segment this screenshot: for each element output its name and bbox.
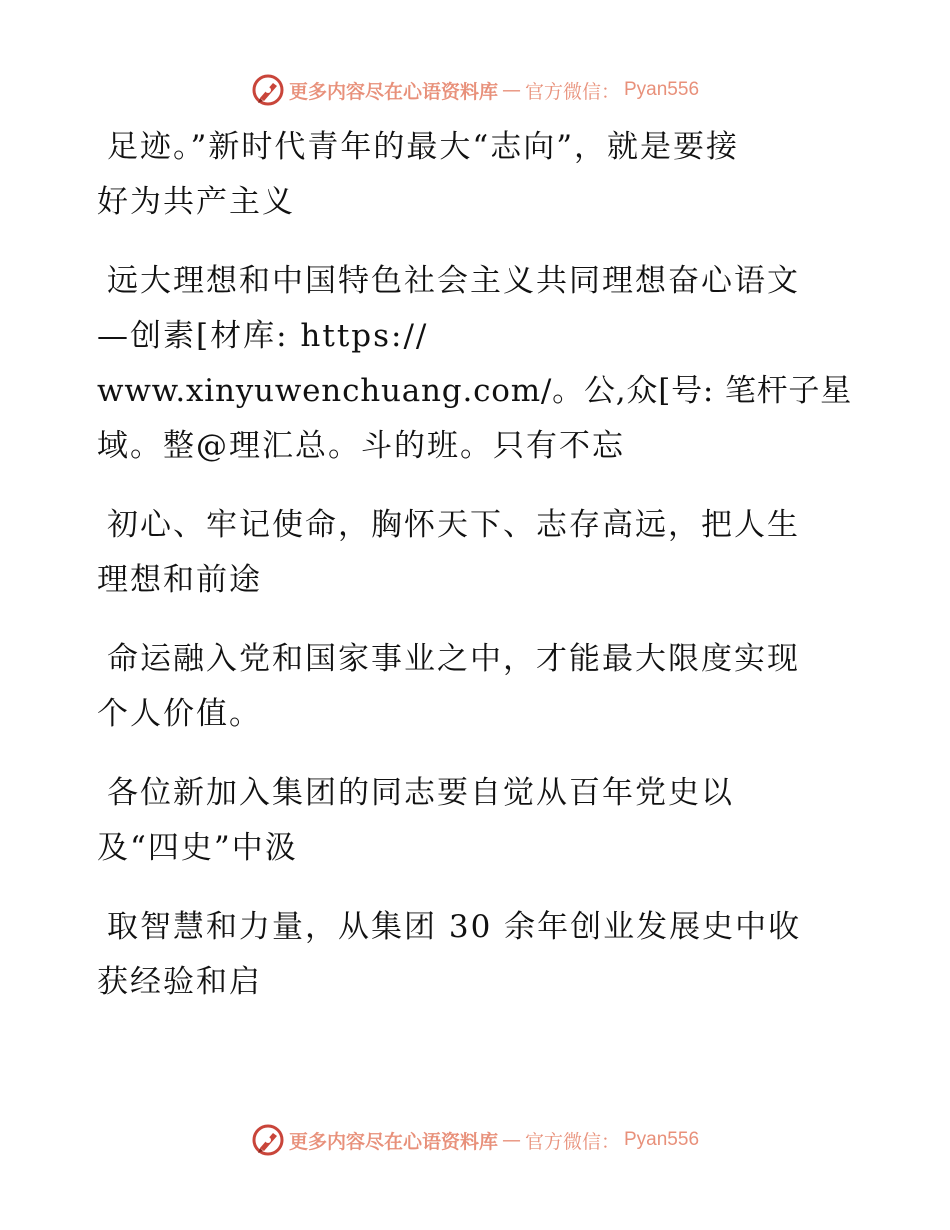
watermark-separator: — xyxy=(501,1129,521,1151)
text-line: 好为共产主义 xyxy=(97,184,295,220)
text-line: 各位新加入集团的同志要自觉从百年党史以 xyxy=(107,775,734,811)
pen-logo-icon xyxy=(251,73,285,107)
watermark-separator: — xyxy=(501,79,521,101)
paragraph-3 xyxy=(97,498,837,608)
text-line: —创素[材库: https:// xyxy=(97,318,429,354)
watermark-handle: Pyan556 xyxy=(624,79,700,100)
text-line: 足迹。”新时代青年的最大“志向”，就是要接 xyxy=(107,129,740,165)
paragraph-2 xyxy=(97,254,853,474)
paragraph-6 xyxy=(97,900,837,1010)
header-watermark xyxy=(0,70,950,110)
footer-watermark xyxy=(0,1120,950,1160)
text-line: 取智慧和力量，从集团 30 余年创业发展史中收 xyxy=(107,909,802,945)
text-line: 个人价值。 xyxy=(97,696,262,732)
watermark-brand-text: 更多内容尽在心语资料库 xyxy=(288,1130,498,1153)
text-line: 远大理想和中国特色社会主义共同理想奋心语文 xyxy=(107,263,800,299)
watermark-brand-text: 更多内容尽在心语资料库 xyxy=(288,80,498,103)
text-line: www.xinyuwenchuang.com/。公,众[号: 笔杆子星 xyxy=(97,373,853,409)
pen-logo-icon xyxy=(251,1123,285,1157)
paragraph-1 xyxy=(97,120,837,230)
text-line: 理想和前途 xyxy=(97,562,262,598)
text-line: 初心、牢记使命，胸怀天下、志存高远，把人生 xyxy=(107,507,800,543)
watermark-official-label: 官方微信： xyxy=(524,80,620,103)
text-line: 及“四史”中汲 xyxy=(97,830,298,866)
document-body xyxy=(97,120,853,1034)
paragraph-4 xyxy=(97,632,837,742)
paragraph-5 xyxy=(97,766,837,876)
watermark-official-label: 官方微信： xyxy=(524,1130,620,1153)
text-line: 域。整@理汇总。斗的班。只有不忘 xyxy=(97,428,625,464)
text-line: 获经验和启 xyxy=(97,964,262,1000)
text-line: 命运融入党和国家事业之中，才能最大限度实现 xyxy=(107,641,800,677)
watermark-handle: Pyan556 xyxy=(624,1129,700,1150)
